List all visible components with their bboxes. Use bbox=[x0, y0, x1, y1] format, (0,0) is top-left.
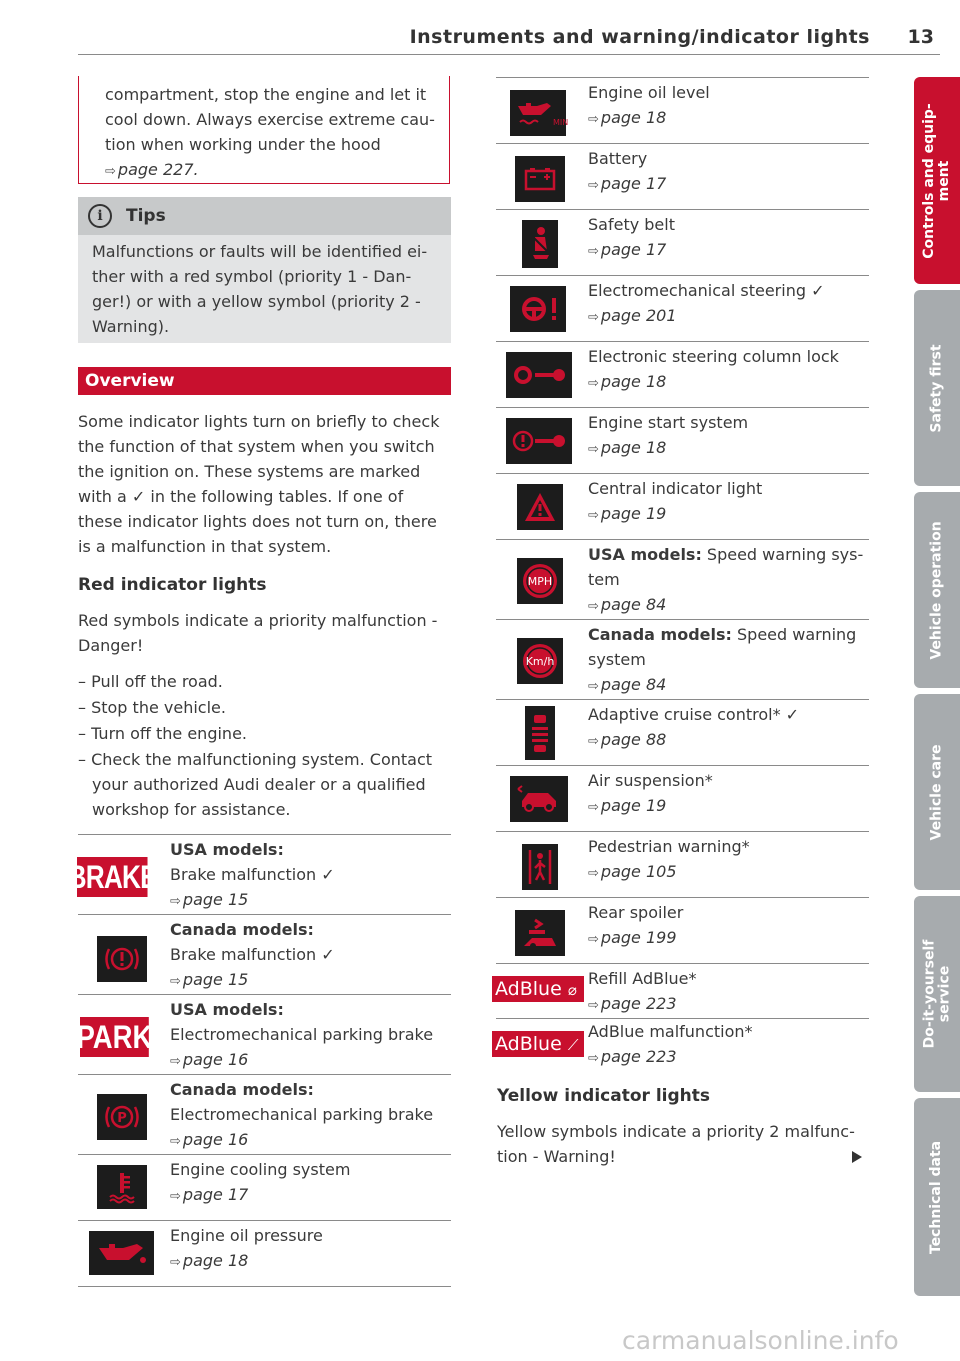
warning-line: cool down. Always exercise extreme cau- bbox=[105, 110, 435, 129]
indicator-label-cont: tem bbox=[588, 570, 620, 589]
mph-text: MPH bbox=[527, 575, 553, 588]
paragraph-line: tion - Warning! bbox=[497, 1147, 616, 1166]
page-reference-link[interactable]: ⇨ page 15 bbox=[170, 970, 249, 989]
table-row bbox=[78, 994, 451, 1074]
overview-heading: Overview bbox=[78, 367, 451, 395]
page-number: 13 bbox=[907, 26, 934, 48]
page-reference-link[interactable]: ⇨ page 19 bbox=[588, 504, 667, 523]
table-row bbox=[496, 341, 869, 407]
kmh-text: Km/h bbox=[525, 655, 555, 668]
page-reference-link[interactable]: ⇨ page 84 bbox=[588, 595, 667, 614]
table-row bbox=[496, 699, 869, 765]
tips-box bbox=[78, 197, 451, 343]
arrow-icon: ⇨ bbox=[588, 442, 599, 457]
page-reference-link[interactable]: ⇨ page 18 bbox=[588, 108, 667, 127]
adaptive-cruise-icon bbox=[525, 706, 555, 760]
table-row bbox=[78, 1074, 451, 1154]
paragraph-line: Yellow symbols indicate a priority 2 malfunc- bbox=[497, 1122, 855, 1141]
paragraph-line: these indicator lights does not turn on, there bbox=[78, 512, 437, 531]
indicator-label: Engine oil pressure bbox=[170, 1226, 323, 1245]
arrow-icon: ⇨ bbox=[588, 244, 599, 259]
indicator-label: Battery bbox=[588, 149, 648, 168]
adblue-malfunction-icon: AdBlue ⟋ bbox=[492, 1031, 584, 1057]
indicator-label: Pedestrian warning* bbox=[588, 837, 750, 856]
arrow-icon: ⇨ bbox=[588, 932, 599, 947]
tips-line: Warning). bbox=[92, 317, 170, 336]
indicator-label: AdBlue malfunction* bbox=[588, 1022, 753, 1041]
model-label: Canada models: bbox=[170, 1080, 314, 1099]
arrow-icon: ⇨ bbox=[588, 679, 599, 694]
steering-wheel-warning-icon bbox=[510, 286, 566, 332]
table-row bbox=[496, 143, 869, 209]
table-row bbox=[78, 1154, 451, 1220]
page-reference-link[interactable]: ⇨ page 15 bbox=[170, 890, 249, 909]
indicator-label: Brake malfunction ✓ bbox=[170, 865, 335, 884]
yellow-lights-heading: Yellow indicator lights bbox=[497, 1086, 710, 1106]
model-label: Canada models: bbox=[170, 920, 314, 939]
arrow-icon: ⇨ bbox=[170, 1054, 181, 1069]
battery-icon bbox=[515, 156, 565, 202]
indicator-label: Electromechanical parking brake bbox=[170, 1105, 434, 1124]
page-reference-link[interactable]: ⇨ page 16 bbox=[170, 1130, 249, 1149]
table-row bbox=[78, 1220, 451, 1287]
warning-box bbox=[78, 76, 450, 184]
warning-triangle-icon bbox=[517, 484, 563, 530]
model-label: USA models: bbox=[588, 545, 702, 564]
side-tab-safety[interactable]: Safety first bbox=[914, 290, 960, 486]
tips-line: ther with a red symbol (priority 1 - Dan- bbox=[92, 267, 412, 286]
page-reference-link[interactable]: ⇨ page 199 bbox=[588, 928, 677, 947]
paragraph-line: the ignition on. These systems are marked bbox=[78, 462, 421, 481]
arrow-icon: ⇨ bbox=[588, 599, 599, 614]
svg-text:MIN: MIN bbox=[553, 118, 569, 127]
step-item: workshop for assistance. bbox=[92, 800, 291, 819]
red-lights-steps bbox=[78, 669, 451, 822]
chapter-title: Instruments and warning/indicator lights bbox=[409, 26, 870, 48]
indicator-label: Refill AdBlue* bbox=[588, 969, 697, 988]
paragraph-line: Some indicator lights turn on briefly to check bbox=[78, 412, 440, 431]
tips-title: Tips bbox=[126, 206, 166, 226]
air-suspension-icon bbox=[510, 776, 568, 822]
arrow-icon: ⇨ bbox=[588, 866, 599, 881]
model-label: Canada models: bbox=[588, 625, 732, 644]
table-row bbox=[78, 914, 451, 994]
page-reference-link[interactable]: ⇨ page 227. bbox=[105, 160, 199, 179]
page-header bbox=[78, 22, 940, 55]
red-lights-table-right bbox=[495, 77, 869, 1066]
oil-level-icon bbox=[510, 90, 569, 136]
pedestrian-icon bbox=[522, 844, 558, 890]
rear-spoiler-icon bbox=[515, 910, 565, 956]
page-reference-link[interactable]: ⇨ page 17 bbox=[588, 174, 667, 193]
step-item: – Pull off the road. bbox=[78, 672, 223, 691]
page-reference-link[interactable]: ⇨ page 16 bbox=[170, 1050, 249, 1069]
table-row bbox=[496, 473, 869, 539]
step-item: your authorized Audi dealer or a qualified bbox=[92, 775, 426, 794]
side-tab-vehicle-operation[interactable]: Vehicle operation bbox=[914, 492, 960, 688]
mph-icon bbox=[517, 558, 563, 604]
page-reference-link[interactable]: ⇨ page 18 bbox=[588, 372, 667, 391]
table-row bbox=[496, 897, 869, 963]
indicator-label: Adaptive cruise control* ✓ bbox=[588, 705, 800, 724]
coolant-temperature-icon bbox=[97, 1165, 147, 1209]
yellow-lights-intro bbox=[497, 1119, 870, 1169]
indicator-label: Safety belt bbox=[588, 215, 675, 234]
indicator-label: Engine oil level bbox=[588, 83, 710, 102]
page-reference-link[interactable]: ⇨ page 88 bbox=[588, 730, 667, 749]
intro-line: Danger! bbox=[78, 636, 144, 655]
table-row bbox=[496, 1018, 869, 1075]
red-lights-heading: Red indicator lights bbox=[78, 575, 267, 595]
svg-text:P: P bbox=[117, 1111, 127, 1126]
seat-belt-icon bbox=[522, 220, 558, 268]
arrow-icon: ⇨ bbox=[105, 164, 116, 179]
tips-line: Malfunctions or faults will be identified ei- bbox=[92, 242, 428, 261]
indicator-label: Electronic steering column lock bbox=[588, 347, 839, 366]
tips-header bbox=[78, 197, 451, 235]
model-label: USA models: bbox=[170, 840, 284, 859]
overview-paragraph bbox=[78, 409, 451, 559]
indicator-label: Electromechanical parking brake bbox=[170, 1025, 434, 1044]
arrow-icon: ⇨ bbox=[170, 974, 181, 989]
paragraph-line: the function of that system when you switch bbox=[78, 437, 435, 456]
paragraph-line: with a ✓ in the following tables. If one of bbox=[78, 487, 404, 506]
tips-line: ger!) or with a yellow symbol (priority 2 - bbox=[92, 292, 421, 311]
arrow-icon: ⇨ bbox=[588, 310, 599, 325]
side-tab-vehicle-care[interactable]: Vehicle care bbox=[914, 694, 960, 890]
indicator-label: Engine cooling system bbox=[170, 1160, 351, 1179]
arrow-icon: ⇨ bbox=[588, 734, 599, 749]
start-system-key-icon bbox=[506, 418, 572, 464]
table-row bbox=[496, 209, 869, 275]
indicator-label: Brake malfunction ✓ bbox=[170, 945, 335, 964]
indicator-label: Rear spoiler bbox=[588, 903, 684, 922]
tips-body bbox=[78, 235, 451, 343]
page-reference-link[interactable]: ⇨ page 17 bbox=[588, 240, 667, 259]
page-reference-link[interactable]: ⇨ page 18 bbox=[588, 438, 667, 457]
intro-line: Red symbols indicate a priority malfunction - bbox=[78, 611, 438, 630]
indicator-label: Air suspension* bbox=[588, 771, 713, 790]
red-lights-table-left bbox=[67, 834, 451, 1286]
indicator-label: Engine start system bbox=[588, 413, 749, 432]
red-lights-intro bbox=[78, 608, 451, 658]
arrow-icon: ⇨ bbox=[588, 112, 599, 127]
table-row bbox=[496, 77, 869, 143]
arrow-icon: ⇨ bbox=[588, 1051, 599, 1066]
adblue-refill-icon: AdBlue ⌀ bbox=[492, 976, 584, 1002]
indicator-label: Central indicator light bbox=[588, 479, 763, 498]
arrow-icon: ⇨ bbox=[170, 1134, 181, 1149]
parking-brake-circle-icon bbox=[97, 1094, 147, 1140]
arrow-icon: ⇨ bbox=[170, 1189, 181, 1204]
steering-lock-key-icon bbox=[506, 352, 572, 398]
table-row bbox=[496, 275, 869, 341]
step-item: – Turn off the engine. bbox=[78, 724, 247, 743]
table-row bbox=[496, 619, 869, 699]
arrow-icon: ⇨ bbox=[588, 800, 599, 815]
table-row bbox=[496, 963, 869, 1018]
warning-line: compartment, stop the engine and let it bbox=[105, 85, 427, 104]
page-reference-link[interactable]: ⇨ page 105 bbox=[588, 862, 677, 881]
continue-arrow-icon bbox=[852, 1151, 862, 1163]
page-reference-link[interactable]: ⇨ page 17 bbox=[170, 1185, 249, 1204]
brake-circle-icon bbox=[97, 936, 147, 982]
arrow-icon: ⇨ bbox=[588, 508, 599, 523]
side-tab-technical-data[interactable]: Technical data bbox=[914, 1098, 960, 1296]
page-reference-link[interactable]: ⇨ page 19 bbox=[588, 796, 667, 815]
indicator-label: Speed warning bbox=[731, 625, 857, 644]
side-tab-controls[interactable]: Controls and equip- ment bbox=[914, 77, 960, 284]
model-label: USA models: bbox=[170, 1000, 284, 1019]
park-text-icon: PARK bbox=[80, 1017, 149, 1057]
arrow-icon: ⇨ bbox=[588, 998, 599, 1013]
side-tab-diy-service[interactable]: Do-it-yourself service bbox=[914, 896, 960, 1092]
table-row bbox=[496, 765, 869, 831]
arrow-icon: ⇨ bbox=[170, 1255, 181, 1270]
page-reference-link[interactable]: ⇨ page 223 bbox=[588, 1047, 677, 1066]
table-row bbox=[496, 831, 869, 897]
indicator-label-cont: system bbox=[588, 650, 646, 669]
step-item: – Stop the vehicle. bbox=[78, 698, 226, 717]
paragraph-line: is a malfunction in that system. bbox=[78, 537, 332, 556]
table-row bbox=[67, 834, 451, 914]
page-reference-link[interactable]: ⇨ page 84 bbox=[588, 675, 667, 694]
info-icon: i bbox=[88, 204, 112, 228]
arrow-icon: ⇨ bbox=[170, 894, 181, 909]
page-reference-link[interactable]: ⇨ page 223 bbox=[588, 994, 677, 1013]
arrow-icon: ⇨ bbox=[588, 178, 599, 193]
page-reference-link[interactable]: ⇨ page 201 bbox=[588, 306, 677, 325]
watermark-text: carmanualsonline.info bbox=[622, 1326, 899, 1355]
indicator-label: Electromechanical steering ✓ bbox=[588, 281, 825, 300]
warning-line: tion when working under the hood bbox=[105, 135, 381, 154]
kmh-icon bbox=[517, 638, 563, 684]
brake-text-icon: BRAKE bbox=[77, 857, 148, 897]
arrow-icon: ⇨ bbox=[588, 376, 599, 391]
step-item: – Check the malfunctioning system. Contact bbox=[78, 750, 433, 769]
table-row bbox=[496, 407, 869, 473]
page-reference-link[interactable]: ⇨ page 18 bbox=[170, 1251, 249, 1270]
oil-can-icon bbox=[89, 1231, 154, 1275]
table-row bbox=[496, 539, 869, 619]
indicator-label: Speed warning sys- bbox=[701, 545, 864, 564]
